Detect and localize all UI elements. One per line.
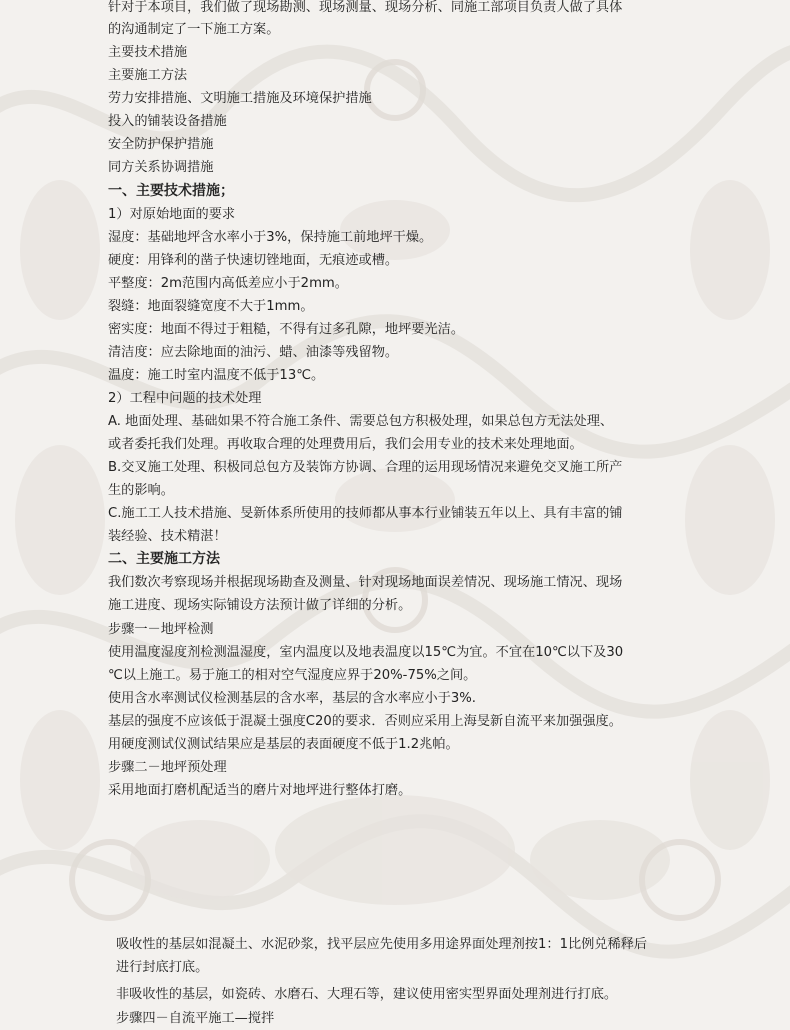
text-line: 投入的铺装设备措施 xyxy=(108,114,227,129)
text-line: B.交叉施工处理、积极同总包方及装饰方协调、合理的运用现场情况来避免交叉施工所产 xyxy=(108,460,623,475)
text-line: 或者委托我们处理。再收取合理的处理费用后，我们会用专业的技术来处理地面。 xyxy=(108,437,583,452)
text-line: 施工进度、现场实际铺设方法预计做了详细的分析。 xyxy=(108,598,412,613)
text-line: 生的影响。 xyxy=(108,483,174,498)
text-line: 装经验、技术精湛！ xyxy=(108,529,227,544)
text-line: 使用含水率测试仪检测基层的含水率，基层的含水率应小于3%. xyxy=(108,691,476,706)
text-line: 2）工程中问题的技术处理 xyxy=(108,391,262,406)
section-heading: 一、主要技术措施； xyxy=(108,183,234,199)
text-line: ℃以上施工。易于施工的相对空气湿度应界于20%-75%之间。 xyxy=(108,668,477,683)
text-line: 安全防护保护措施 xyxy=(108,137,214,152)
text-line: 的沟通制定了一下施工方案。 xyxy=(108,22,280,37)
text-line: 密实度：地面不得过于粗糙，不得有过多孔隙，地坪要光洁。 xyxy=(108,322,465,337)
text-line: 湿度：基础地坪含水率小于3%，保持施工前地坪干燥。 xyxy=(108,230,433,245)
text-line: 针对于本项目，我们做了现场勘测、现场测量、现场分析、同施工部项目负责人做了具体 xyxy=(108,0,623,15)
text-line: 清洁度：应去除地面的油污、蜡、油漆等残留物。 xyxy=(108,345,399,360)
text-line: 步骤四－自流平施工—搅拌 xyxy=(116,1011,275,1026)
text-line: 采用地面打磨机配适当的磨片对地坪进行整体打磨。 xyxy=(108,783,412,798)
text-line: 平整度：2m范围内高低差应小于2mm。 xyxy=(108,276,348,291)
text-line: 非吸收性的基层，如瓷砖、水磨石、大理石等，建议使用密实型界面处理剂进行打底。 xyxy=(116,987,618,1002)
text-line: 步骤二－地坪预处理 xyxy=(108,760,227,775)
section-heading: 二、主要施工方法 xyxy=(108,551,220,567)
text-line: 基层的强度不应该低于混凝土强度C20的要求．否则应采用上海旻新自流平来加强强度。 xyxy=(108,714,622,729)
text-line: 我们数次考察现场并根据现场勘查及测量、针对现场地面误差情况、现场施工情况、现场 xyxy=(108,575,623,590)
text-line: 1）对原始地面的要求 xyxy=(108,207,236,222)
text-line: 硬度：用锋利的凿子快速切锉地面，无痕迹或槽。 xyxy=(108,253,399,268)
text-line: 温度：施工时室内温度不低于13℃。 xyxy=(108,368,325,383)
text-line: 主要技术措施 xyxy=(108,45,188,60)
text-line: 用硬度测试仪测试结果应是基层的表面硬度不低于1.2兆帕。 xyxy=(108,737,459,752)
text-line: 劳力安排措施、文明施工措施及环境保护措施 xyxy=(108,91,372,106)
text-line: 使用温度湿度剂检测温湿度，室内温度以及地表温度以15℃为宜。不宜在10℃以下及30 xyxy=(108,645,624,660)
text-line: 步骤一－地坪检测 xyxy=(108,622,214,637)
text-line: 主要施工方法 xyxy=(108,68,188,83)
text-line: 进行封底打底。 xyxy=(116,960,209,975)
text-line: 吸收性的基层如混凝土、水泥砂浆，找平层应先使用多用途界面处理剂按1：1比例兑稀释后 xyxy=(116,937,648,952)
text-line: A. 地面处理、基础如果不符合施工条件、需要总包方积极处理，如果总包方无法处理、 xyxy=(108,414,614,429)
text-line: 裂缝：地面裂缝宽度不大于1mm。 xyxy=(108,299,314,314)
text-line: C.施工工人技术措施、旻新体系所使用的技师都从事本行业铺装五年以上、具有丰富的铺 xyxy=(108,506,623,521)
text-line: 同方关系协调措施 xyxy=(108,160,214,175)
